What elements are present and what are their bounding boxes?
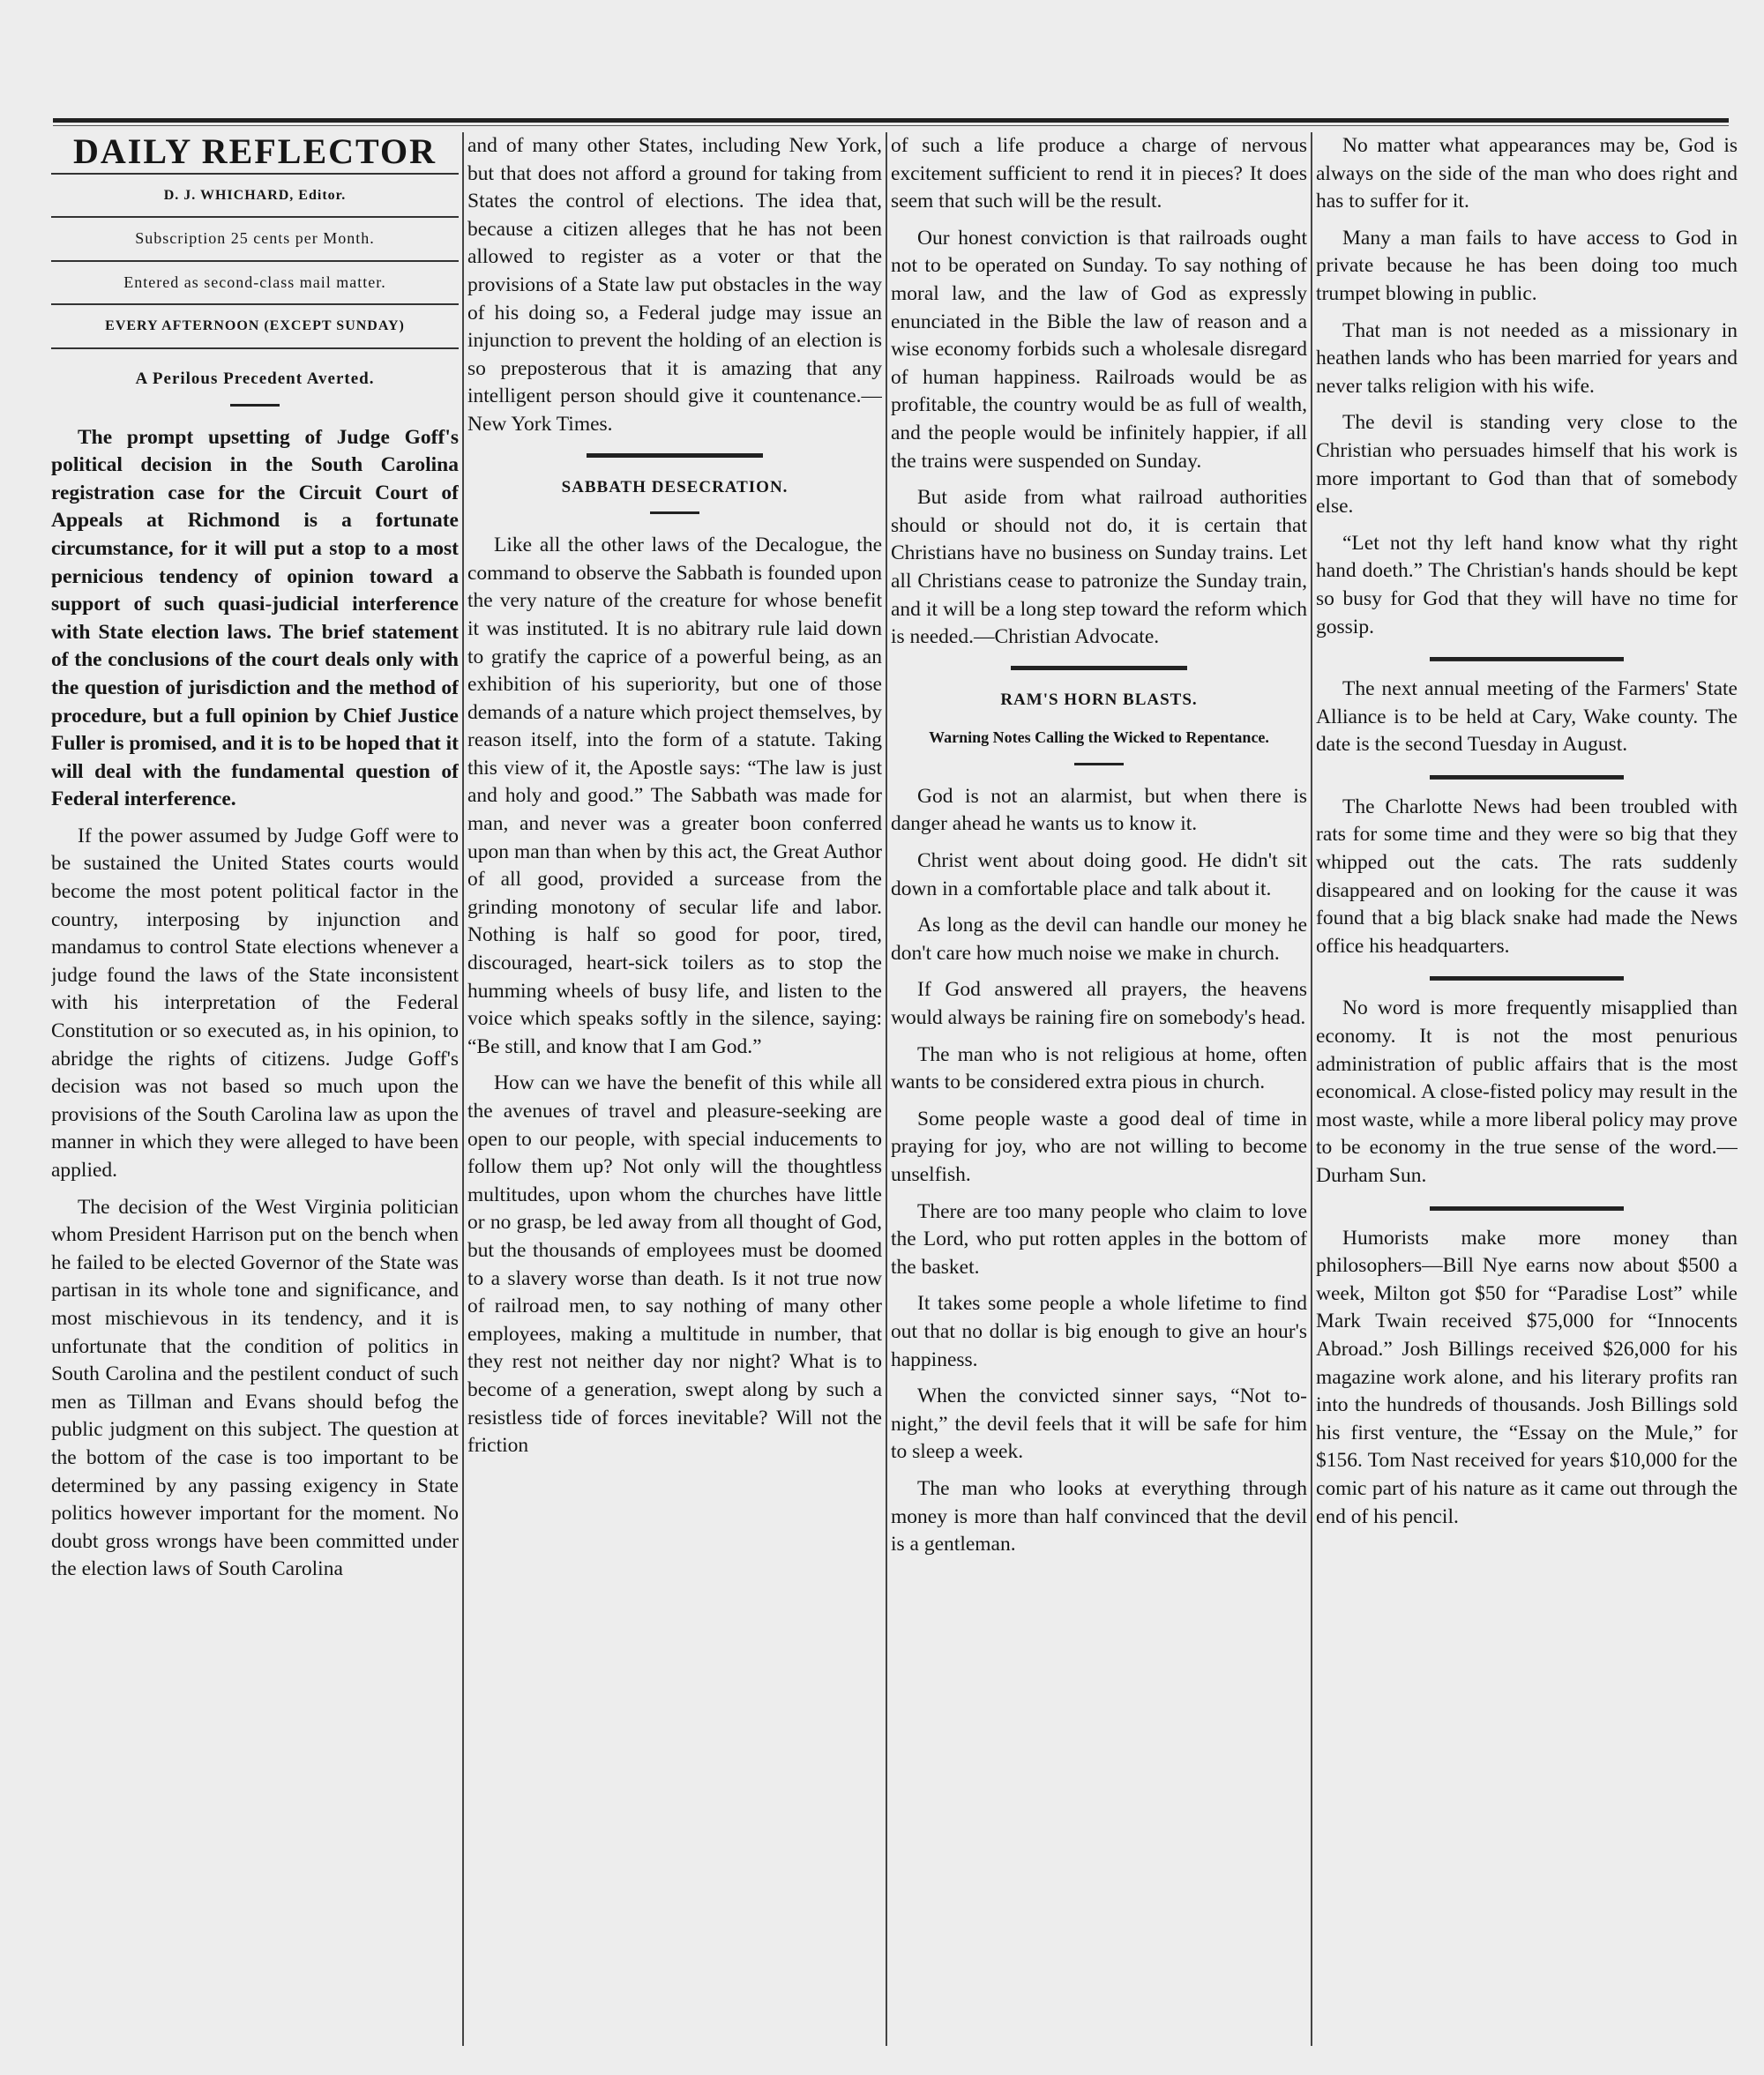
column-divider: [886, 132, 887, 2046]
list-item: As long as the devil can handle our money he don't care how much noise we make in church.: [891, 914, 1307, 965]
column-2: [467, 132, 882, 2046]
article-paragraph: The prompt upsetting of Judge Goff's political decision in the South Carolina registration case for the Circuit Court of Appeals at Richmond is a fortunate circumstance, for it will put a stop to a most pernicious tendency of opinion toward a support of such quasi-judicial interference with State election laws. The brief statement of the conclusions of the court deals only with the question of jurisdiction and the method of procedure, but a full opinion by Chief Justice Fuller is promised, and it is to be hoped that it will deal with the fundamental question of Federal interference.: [51, 425, 459, 811]
list-item: Some people waste a good deal of time in praying for joy, who are not willing to become unselfish.: [891, 1107, 1307, 1186]
separator: [1074, 763, 1124, 765]
list-item: Many a man fails to have access to God in private because he has been doing too much trumpet blowing in public.: [1316, 226, 1738, 305]
article-paragraph: How can we have the benefit of this while all the avenues of travel and pleasure-seeking are open to our people, with special inducements to follow them up? Not only will the thoughtless multitudes, upon whom the churches have little or no grasp, be led away from all thought of God, but the thousands of employees must be doomed to a slavery worse than death. Is it not true now of railroad men, to say nothing of many other employees, making a multitude in number, that they rest not neither day nor night? What is to become of a generation, swept along by such a resistless tide of forces inevitable? Will not the friction: [467, 1071, 882, 1458]
article-paragraph: Our honest conviction is that railroads ought not to be operated on Sunday. To say nothing of moral law, and the law of God as expressly enunciated in the Bible the law of reason and a wise economy forbids such a wholesale disregard of human happiness. Railroads would be as profitable, the country would be as full of wealth, and the people would be infinitely happier, if all the trains were suspended on Sunday.: [891, 226, 1307, 473]
column-3: [891, 132, 1307, 2046]
column-1: [51, 132, 459, 2046]
article-paragraph: But aside from what railroad authorities should or should not do, it is certain that Christians have no business on Sunday trains. Let all Christians cease to patronize the Sunday train, and it will be a long step toward the reform which is needed.—Christian Advocate.: [891, 486, 1307, 649]
article-paragraph: of such a life produce a charge of nervous excitement sufficient to rend it in pieces? It does seem that such will be the result.: [891, 134, 1307, 213]
list-item: The man who looks at everything through money is more than half convinced that the devil is a gentleman.: [891, 1476, 1307, 1556]
masthead-title: DAILY REFLECTOR: [73, 132, 437, 171]
list-item: That man is not needed as a missionary in heathen lands who has been married for years and never talks religion with his wife.: [1316, 318, 1738, 398]
list-item: Christ went about doing good. He didn't sit down in a comfortable place and talk about it.: [891, 849, 1307, 900]
list-item: No matter what appearances may be, God is always on the side of the man who does right and has to suffer for it.: [1316, 134, 1738, 213]
article-subheading: Warning Notes Calling the Wicked to Repentance.: [929, 728, 1269, 747]
separator: [1430, 657, 1624, 661]
separator: [230, 404, 280, 407]
list-item: The man who is not religious at home, often wants to be considered extra pious in church.: [891, 1042, 1307, 1094]
masthead-schedule: EVERY AFTERNOON (EXCEPT SUNDAY): [51, 303, 459, 349]
column-divider: [462, 132, 464, 2046]
article-heading: RAM'S HORN BLASTS.: [1000, 690, 1198, 709]
list-item: There are too many people who claim to love the Lord, who put rotten apples in the bottom of the basket.: [891, 1199, 1307, 1279]
article-heading: SABBATH DESECRATION.: [561, 477, 789, 496]
masthead-editor: D. J. WHICHARD, Editor.: [51, 173, 459, 217]
top-rule-thin: [53, 125, 1729, 126]
article-heading: A Perilous Precedent Averted.: [135, 369, 375, 388]
list-item: The devil is standing very close to the Christian who persuades himself that his work is more important to God than that of somebody else.: [1316, 411, 1738, 519]
article-paragraph: The decision of the West Virginia politician whom President Harrison put on the bench when he failed to be elected Governor of the State was partisan in its whole tone and significance, and most mischievous in its tendency, and it is unfortunate that the condition of politics in South Carolina and the pestilent conduct of such men as Tillman and Evans should befog the public judgment on this subject. The question at the bottom of the case is too important to be determined by any passing exigency in State politics however important for the moment. No doubt gross wrongs have been committed under the election laws of South Carolina: [51, 1195, 459, 1581]
column-4: [1316, 132, 1738, 2046]
article-paragraph: The Charlotte News had been troubled with rats for some time and they were so big that they whipped out the cats. The rats suddenly disappeared and on looking for the cause it was found that a big black snake had made the News office his headquarters.: [1316, 795, 1738, 958]
masthead-subscription: Subscription 25 cents per Month.: [51, 216, 459, 260]
list-item: If God answered all prayers, the heavens would always be raining fire on somebody's head.: [891, 978, 1307, 1030]
article-paragraph: No word is more frequently misapplied than economy. It is not the most penurious administration of public affairs that is the most economical. A close-fisted policy may result in the most waste, while a more liberal policy may prove to be economy in the true sense of the word.—Durham Sun.: [1316, 996, 1738, 1187]
masthead-entered: Entered as second-class mail matter.: [51, 260, 459, 304]
column-divider: [1311, 132, 1312, 2046]
article-paragraph: and of many other States, including New York, but that does not afford a ground for taking from States the control of elections. The idea that, because a citizen alleges that he has not been allowed to register as a voter or that the provisions of a State law put obstacles in the way of his doing so, a Federal judge may issue an injunction to prevent the holding of an election is so preposterous that it is amazing that any intelligent person should give it countenance.—New York Times.: [467, 134, 882, 436]
article-paragraph: Humorists make more money than philosophers—Bill Nye earns now about $500 a week, Milton got $50 for “Paradise Lost” while Mark Twain received $75,000 for “Innocents Abroad.” Josh Billings received $26,000 for his magazine work alone, and his literary profits ran into the hundreds of thousands. Josh Billings sold his first venture, the “Essay on the Mule,” for $156. Tom Nast received for years $10,000 for the comic part of his nature as it came out through the end of his pencil.: [1316, 1226, 1738, 1528]
separator: [1430, 976, 1624, 981]
list-item: God is not an alarmist, but when there is danger ahead he wants us to know it.: [891, 784, 1307, 836]
separator: [587, 453, 763, 458]
separator: [1430, 775, 1624, 780]
article-paragraph: The next annual meeting of the Farmers' State Alliance is to be held at Cary, Wake county. The date is the second Tuesday in August.: [1316, 677, 1738, 757]
separator: [650, 511, 699, 514]
article-paragraph: Like all the other laws of the Decalogue, the command to observe the Sabbath is founded upon the very nature of the creature for whose benefit it was instituted. It is no abitrary rule laid down to gratify the caprice of a powerful being, as an exhibition of his superiority, but one of those demands of a nature which project themselves, by reason itself, into the form of a statute. Taking this view of it, the Apostle says: “The law is just and holy and good.” The Sabbath was made for man, and never was a greater boon conferred upon man than when by this act, the Great Author of all good, provided a surcease from the grinding monotony of secular life and labor. Nothing is half so good for poor, tired, discouraged, heart-sick toilers as to stop the humming wheels of busy life, and listen to the voice which speaks softly in the silence, saying: “Be still, and know that I am God.”: [467, 534, 882, 1058]
top-rule: [53, 118, 1729, 123]
list-item: It takes some people a whole lifetime to find out that no dollar is big enough to give an hour's happiness.: [891, 1292, 1307, 1371]
article-paragraph: If the power assumed by Judge Goff were to be sustained the United States courts would become the most potent political factor in the country, interposing by injunction and mandamus to control State elections whenever a judge found the laws of the State inconsistent with his interpretation of the Federal Constitution or so executed as, in his opinion, to abridge the rights of citizens. Judge Goff's decision was not based so much upon the provisions of the South Carolina law as upon the manner in which they were alleged to have been applied.: [51, 824, 459, 1182]
separator: [1430, 1206, 1624, 1211]
list-item: “Let not thy left hand know what thy right hand doeth.” The Christian's hands should be kept so busy for God that they will have no time for gossip.: [1316, 531, 1738, 638]
list-item: When the convicted sinner says, “Not to-night,” the devil feels that it will be safe for him to sleep a week.: [891, 1385, 1307, 1464]
separator: [1011, 666, 1187, 670]
